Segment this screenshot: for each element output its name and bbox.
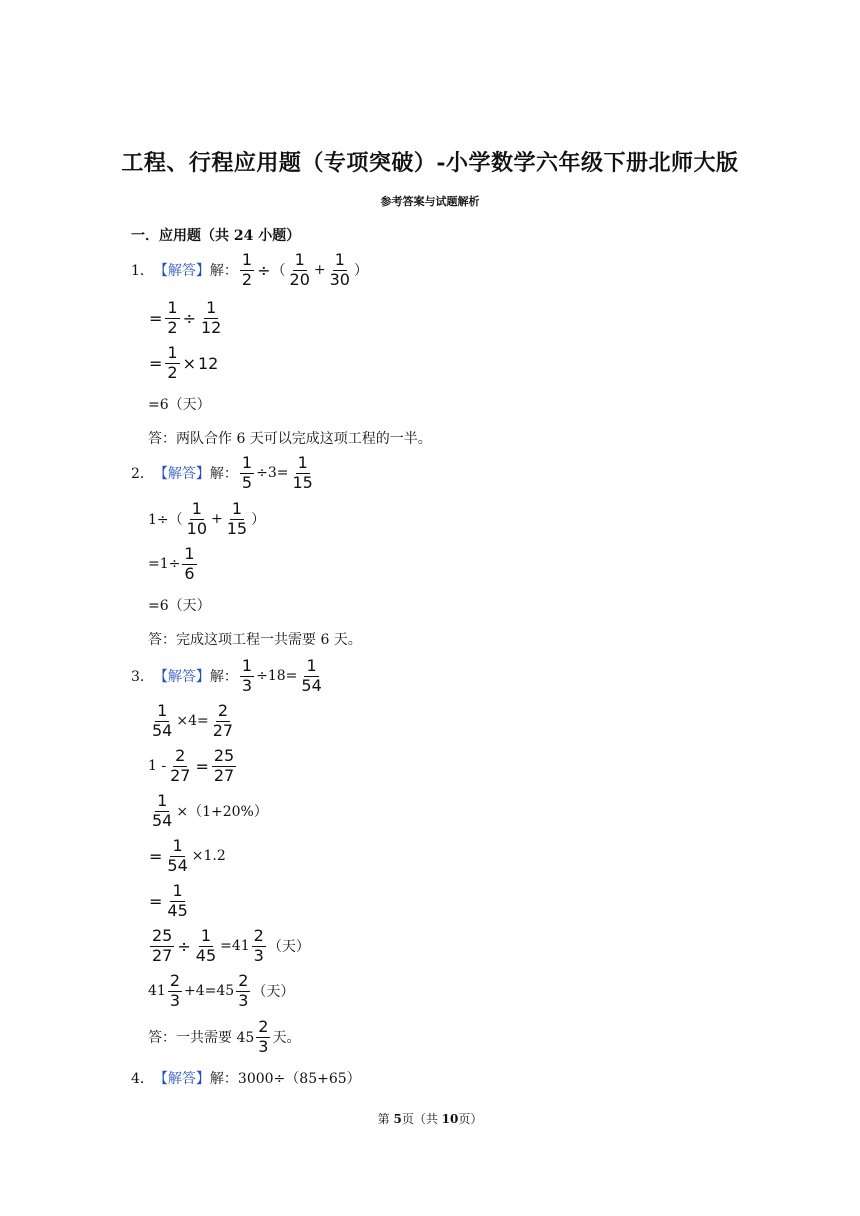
q2-number: 2． bbox=[131, 466, 154, 482]
q1-answer: 答：两队合作 6 天可以完成这项工程的一半。 bbox=[148, 431, 432, 447]
q3-answer-tag: 【解答】 bbox=[153, 669, 210, 685]
q1-solve-label: 解： bbox=[209, 263, 238, 279]
q1-line-3: = $\frac{1}{2}$ × 12 bbox=[149, 342, 219, 382]
fraction: $\frac{1}{45}$ bbox=[167, 880, 188, 920]
q2-line-1: 2． 【解答】 解： $\frac{1}{5}$ ÷3= $\frac{1}{15}$ bbox=[131, 452, 313, 492]
fraction: $\frac{1}{2}$ bbox=[167, 297, 178, 337]
fraction: $\frac{1}{54}$ bbox=[152, 790, 173, 830]
q3-line-2: $\frac{1}{54}$ ×4= $\frac{2}{27}$ bbox=[152, 700, 234, 740]
fraction: $\frac{1}{3}$ bbox=[241, 655, 253, 695]
q2-line-2: 1÷（ $\frac{1}{10}$ + $\frac{1}{15}$ ） bbox=[148, 498, 266, 538]
fraction: $\frac{2}{3}$ bbox=[169, 970, 181, 1010]
q3-line-5: = $\frac{1}{54}$ ×1.2 bbox=[149, 835, 226, 875]
fraction: $\frac{25}{27}$ bbox=[152, 925, 173, 965]
q2-line-4: =6（天） bbox=[148, 598, 211, 614]
q3-line-3: 1 - $\frac{2}{27}$ = $\frac{25}{27}$ bbox=[148, 745, 235, 785]
fraction: $\frac{1}{45}$ bbox=[195, 925, 217, 965]
page-number: 5 bbox=[393, 1112, 402, 1126]
fraction: $\frac{1}{54}$ bbox=[167, 835, 188, 875]
q3-number: 3． bbox=[131, 669, 154, 685]
fraction: $\frac{2}{3}$ bbox=[238, 970, 249, 1010]
fraction: $\frac{1}{6}$ bbox=[184, 543, 195, 583]
fraction: $\frac{1}{2}$ bbox=[167, 342, 178, 382]
fraction: $\frac{2}{27}$ bbox=[212, 700, 234, 740]
fraction: $\frac{2}{3}$ bbox=[253, 925, 264, 965]
q4-answer-tag: 【解答】 bbox=[153, 1071, 210, 1087]
fraction: $\frac{2}{27}$ bbox=[170, 745, 191, 785]
fraction: $\frac{1}{12}$ bbox=[201, 297, 222, 337]
q3-line-4: $\frac{1}{54}$ ×（1+20%） bbox=[152, 790, 268, 830]
q3-answer: 答：一共需要 45 $\frac{2}{3}$ 天。 bbox=[148, 1016, 301, 1056]
q1-number: 1． bbox=[131, 263, 154, 279]
q3-line-1: 3． 【解答】 解： $\frac{1}{3}$ ÷18= $\frac{1}{54}$ bbox=[131, 655, 322, 695]
q4-number: 4． bbox=[131, 1071, 154, 1087]
fraction: $\frac{2}{3}$ bbox=[258, 1016, 269, 1056]
fraction: $\frac{1}{54}$ bbox=[152, 700, 173, 740]
fraction: $\frac{1}{20}$ bbox=[289, 249, 310, 289]
q1-line-2: = $\frac{1}{2}$ ÷ $\frac{1}{12}$ bbox=[149, 297, 222, 337]
q4-line-1: 4． 【解答】 解： 3000÷（85+65） bbox=[131, 1054, 361, 1102]
q1-line-4: =6（天） bbox=[148, 397, 211, 413]
fraction: $\frac{1}{54}$ bbox=[301, 655, 322, 695]
fraction: $\frac{1}{15}$ bbox=[292, 452, 313, 492]
q3-line-6: = $\frac{1}{45}$ bbox=[149, 880, 188, 920]
q2-solve-label: 解： bbox=[209, 466, 238, 482]
q1-answer-tag: 【解答】 bbox=[153, 263, 210, 279]
page-total: 10 bbox=[441, 1112, 459, 1126]
document-title: 工程、行程应用题（专项突破）-小学数学六年级下册北师大版 bbox=[121, 150, 739, 176]
q3-line-8: 41 $\frac{2}{3}$ +4=45 $\frac{2}{3}$ （天） bbox=[148, 970, 295, 1010]
fraction: $\frac{1}{15}$ bbox=[226, 498, 248, 538]
q4-solve-label: 解： bbox=[209, 1071, 238, 1087]
document-subtitle: 参考答案与试题解析 bbox=[380, 195, 480, 208]
q1-line-1: 1． 【解答】 解： $\frac{1}{2}$ ÷ （ $\frac{1}{20}$ + $\frac{1}{30}$ ） bbox=[131, 249, 368, 289]
fraction: $\frac{1}{5}$ bbox=[241, 452, 253, 492]
fraction: $\frac{1}{30}$ bbox=[329, 249, 350, 289]
q2-answer: 答：完成这项工程一共需要 6 天。 bbox=[148, 632, 362, 648]
q3-solve-label: 解： bbox=[209, 669, 238, 685]
q3-line-7: $\frac{25}{27}$ ÷ $\frac{1}{45}$ =41 $\frac{2}{3}$ （天） bbox=[152, 925, 310, 965]
fraction: $\frac{25}{27}$ bbox=[213, 745, 235, 785]
fraction: $\frac{1}{2}$ bbox=[241, 249, 253, 289]
page-footer: 第 5页（共 10页） bbox=[377, 1112, 483, 1126]
fraction: $\frac{1}{10}$ bbox=[186, 498, 207, 538]
q2-line-3: =1÷ $\frac{1}{6}$ bbox=[148, 543, 195, 583]
q2-answer-tag: 【解答】 bbox=[153, 466, 210, 482]
section-heading: 一．应用题（共 24 小题） bbox=[131, 228, 301, 244]
